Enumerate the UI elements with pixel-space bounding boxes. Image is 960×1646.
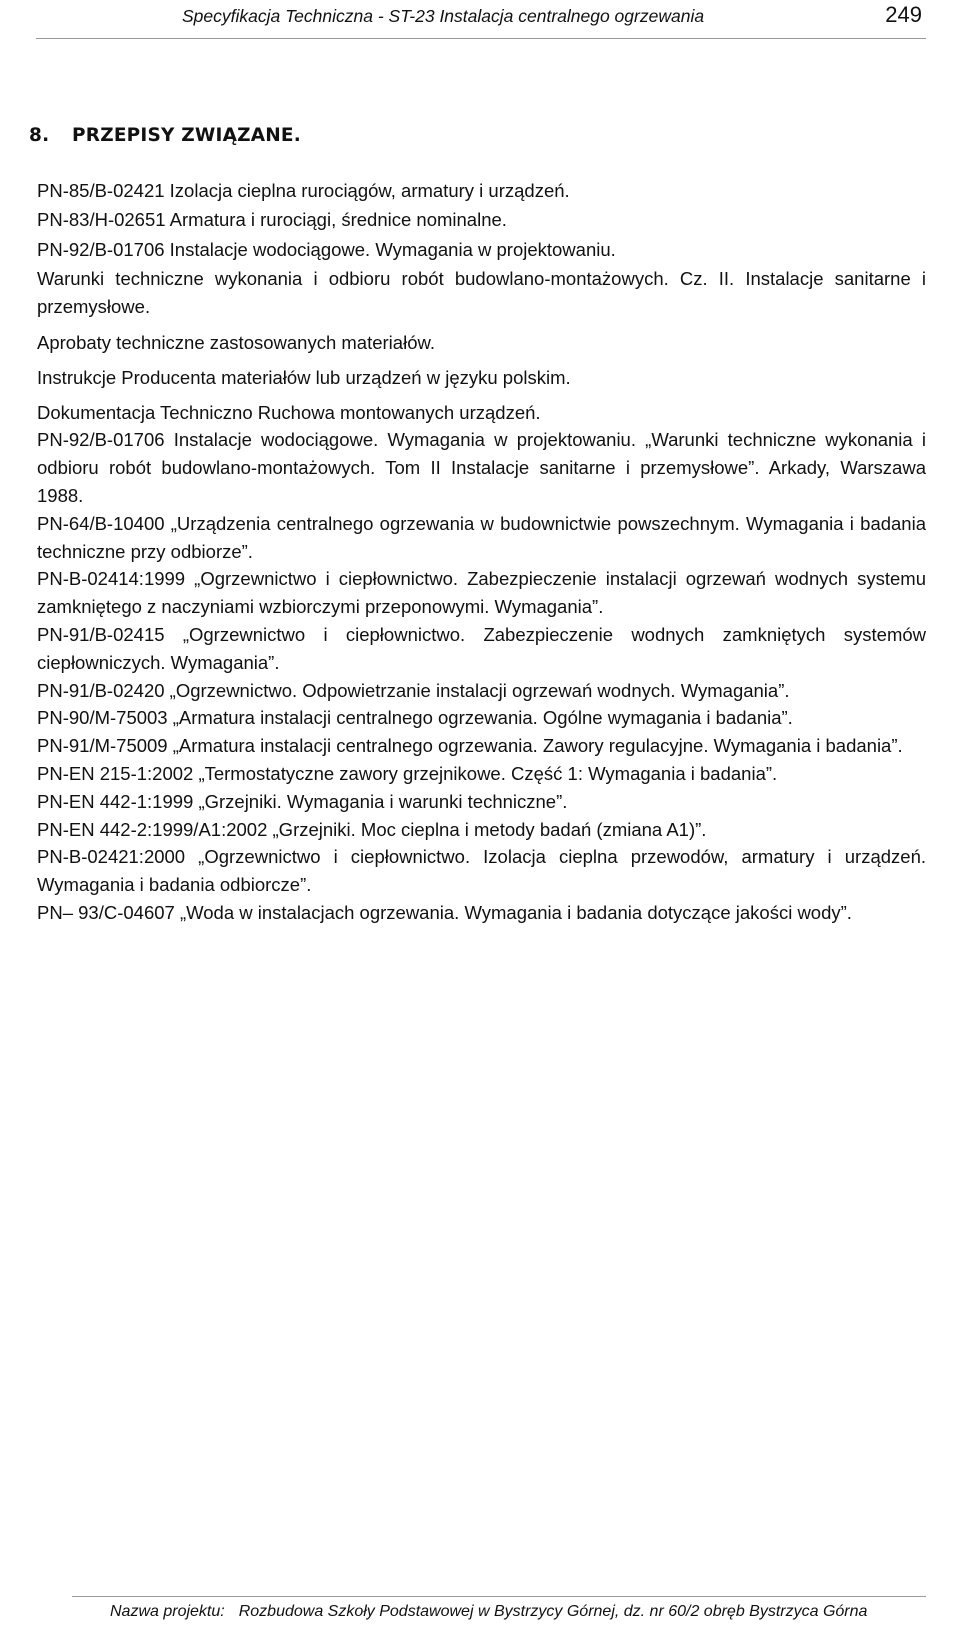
list-item: PN-92/B-01706 Instalacje wodociągowe. Wymagania w projektowaniu.: [37, 238, 616, 260]
header-title: Specyfikacja Techniczna - ST-23 Instalacja centralnego ogrzewania: [182, 6, 705, 26]
footer-text: [72, 1601, 926, 1623]
page-footer: [72, 1596, 926, 1623]
page-number: 249: [885, 2, 922, 27]
list-item: Instrukcje Producenta materiałów lub urządzeń w języku polskim.: [37, 366, 571, 388]
list-item: Aprobaty techniczne zastosowanych materiałów.: [37, 331, 435, 353]
list-item: PN-EN 215-1:2002 „Termostatyczne zawory grzejnikowe. Część 1: Wymagania i badania”.: [37, 762, 778, 784]
list-item: PN-91/B-02415 „Ogrzewnictwo i ciepłownictwo. Zabezpieczenie wodnych zamkniętych systemów ciepłowniczych. Wymagania”.: [37, 623, 926, 673]
list-item: Warunki techniczne wykonania i odbioru robót budowlano-montażowych. Cz. II. Instalacje sanitarne i przemysłowe.: [37, 267, 926, 317]
list-item: PN– 93/C-04607 „Woda w instalacjach ogrzewania. Wymagania i badania dotyczące jakości wody”.: [37, 901, 852, 923]
list-item: PN-92/B-01706 Instalacje wodociągowe. Wymagania w projektowaniu. „Warunki techniczne wykonania i odbioru robót budowlano-montażowych. Tom II Instalacje sanitarne i przemysłowe”. Arkady, Warszawa 1988.: [37, 429, 926, 506]
page-header: [36, 2, 926, 39]
list-item: PN-91/M-75009 „Armatura instalacji centralnego ogrzewania. Zawory regulacyjne. Wymagania i badania”.: [37, 735, 903, 757]
project-name: Rozbudowa Szkoły Podstawowej w Bystrzycy Górnej, dz. nr 60/2 obręb Bystrzyca Górna: [238, 1603, 868, 1620]
list-item: PN-B-02421:2000 „Ogrzewnictwo i ciepłownictwo. Izolacja cieplna przewodów, armatury i urządzeń. Wymagania i badania odbiorcze”.: [37, 846, 926, 896]
list-item: PN-91/B-02420 „Ogrzewnictwo. Odpowietrzanie instalacji ogrzewań wodnych. Wymagania”.: [37, 679, 790, 701]
references-list: [37, 177, 926, 927]
standards-group: [37, 177, 926, 320]
list-item: PN-EN 442-1:1999 „Grzejniki. Wymagania i warunki techniczne”.: [37, 790, 568, 812]
section-title: PRZEPISY ZWIĄZANE.: [72, 125, 301, 146]
list-item: PN-90/M-75003 „Armatura instalacji centralnego ogrzewania. Ogólne wymagania i badania”.: [37, 707, 793, 729]
list-item: PN-83/H-02651 Armatura i rurociągi, średnice nominalne.: [37, 209, 507, 231]
list-item: Dokumentacja Techniczno Ruchowa montowanych urządzeń.: [37, 401, 541, 423]
list-item: PN-EN 442-2:1999/A1:2002 „Grzejniki. Moc cieplna i metody badań (zmiana A1)”.: [37, 818, 707, 840]
list-item: PN-B-02414:1999 „Ogrzewnictwo i ciepłownictwo. Zabezpieczenie instalacji ogrzewań wodnych systemu zamkniętego z naczyniami wzbiorczymi przeponowymi. Wymagania”.: [37, 568, 926, 618]
section-number: 8.: [29, 125, 50, 146]
footer-label: Nazwa projektu:: [110, 1603, 225, 1620]
list-item: PN-85/B-02421 Izolacja cieplna rurociągów, armatury i urządzeń.: [37, 180, 570, 201]
list-item: PN-64/B-10400 „Urządzenia centralnego ogrzewania w budownictwie powszechnym. Wymagania i badania techniczne przy odbiorze”.: [37, 512, 926, 562]
